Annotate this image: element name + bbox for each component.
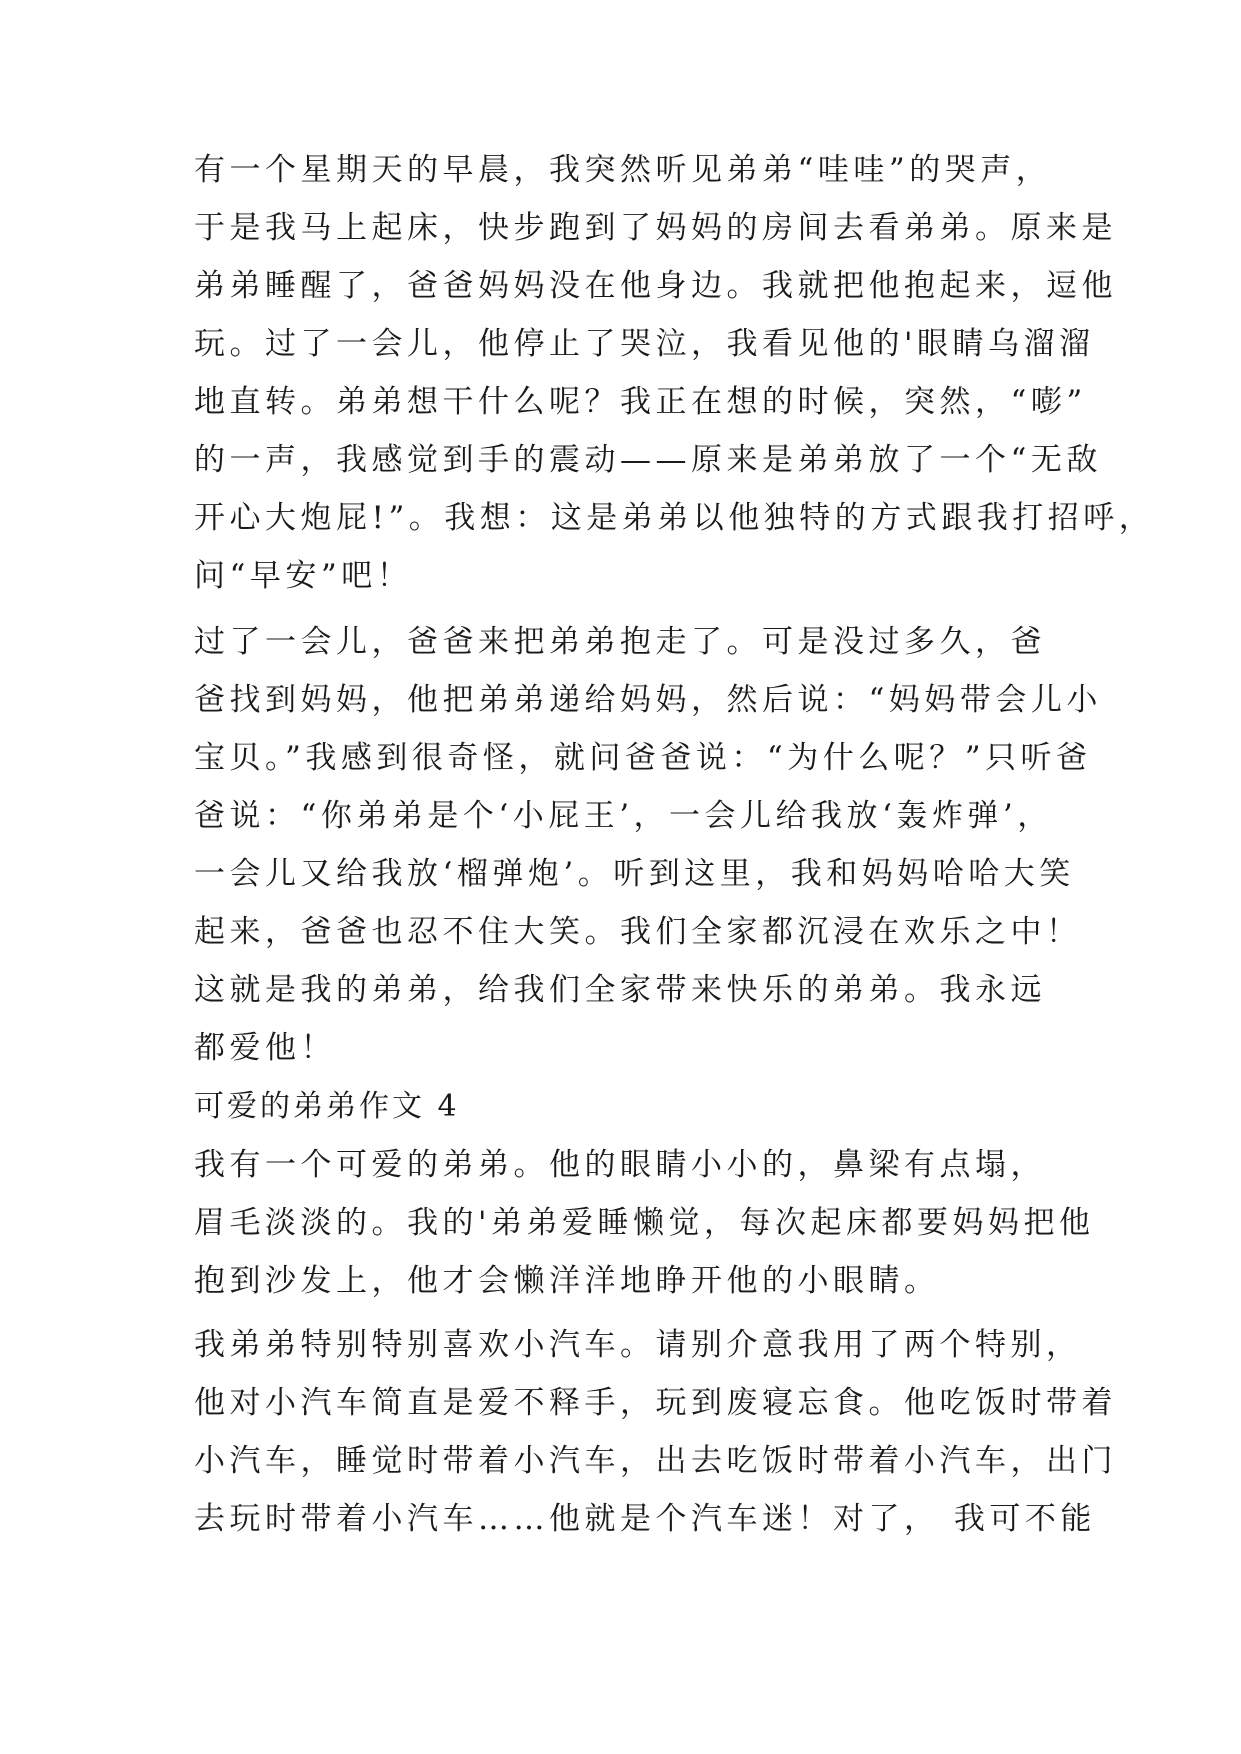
text-line: 去玩时带着小汽车……他就是个汽车迷！对了， 我可不能: [194, 1501, 1096, 1537]
text-line: 都爱他！: [194, 1030, 336, 1066]
text-line: 有一个星期天的早晨，我突然听见弟弟“哇哇”的哭声，: [194, 152, 1052, 188]
text-line: 小汽车，睡觉时带着小汽车，出去吃饭时带着小汽车，出门: [194, 1443, 1117, 1479]
text-line: 于是我马上起床，快步跑到了妈妈的房间去看弟弟。原来是: [194, 210, 1117, 246]
text-line: 地直转。弟弟想干什么呢？我正在想的时候，突然，“嘭”: [194, 384, 1087, 420]
text-line: 起来，爸爸也忍不住大笑。我们全家都沉浸在欢乐之中！: [194, 914, 1082, 950]
text-line: 他对小汽车简直是爱不释手，玩到废寝忘食。他吃饭时带着: [194, 1385, 1117, 1421]
text-line: 抱到沙发上，他才会懒洋洋地睁开他的小眼睛。: [194, 1263, 940, 1299]
text-line: 我弟弟特别特别喜欢小汽车。请别介意我用了两个特别，: [194, 1327, 1082, 1363]
text-line: 弟弟睡醒了，爸爸妈妈没在他身边。我就把他抱起来，逗他: [194, 268, 1117, 304]
text-line: 宝贝。”我感到很奇怪，就问爸爸说：“为什么呢？”只听爸: [194, 740, 1092, 776]
text-line: 这就是我的弟弟，给我们全家带来快乐的弟弟。我永远: [194, 972, 1046, 1008]
text-line: 爸找到妈妈，他把弟弟递给妈妈，然后说：“妈妈带会儿小: [194, 682, 1102, 718]
text-line: 爸说：“你弟弟是个‘小屁王’，一会儿给我放‘轰炸弹’，: [194, 798, 1053, 834]
section-heading: 可爱的弟弟作文 4: [194, 1089, 460, 1124]
text-line: 玩。过了一会儿，他停止了哭泣，我看见他的'眼睛乌溜溜: [194, 326, 1095, 362]
text-line: 过了一会儿，爸爸来把弟弟抱走了。可是没过多久，爸: [194, 624, 1046, 660]
text-line: 一会儿又给我放‘榴弹炮’。听到这里，我和妈妈哈哈大笑: [194, 856, 1075, 892]
text-line: 问“早安”吧！: [194, 558, 413, 594]
text-line: 眉毛淡淡的。我的'弟弟爱睡懒觉，每次起床都要妈妈把他: [194, 1205, 1095, 1241]
text-line: 的一声，我感觉到手的震动——原来是弟弟放了一个“无敌: [194, 442, 1102, 478]
text-line: 我有一个可爱的弟弟。他的眼睛小小的，鼻梁有点塌，: [194, 1147, 1046, 1183]
text-line: 开心大炮屁!”。我想：这是弟弟以他独特的方式跟我打招呼，: [194, 500, 1155, 536]
